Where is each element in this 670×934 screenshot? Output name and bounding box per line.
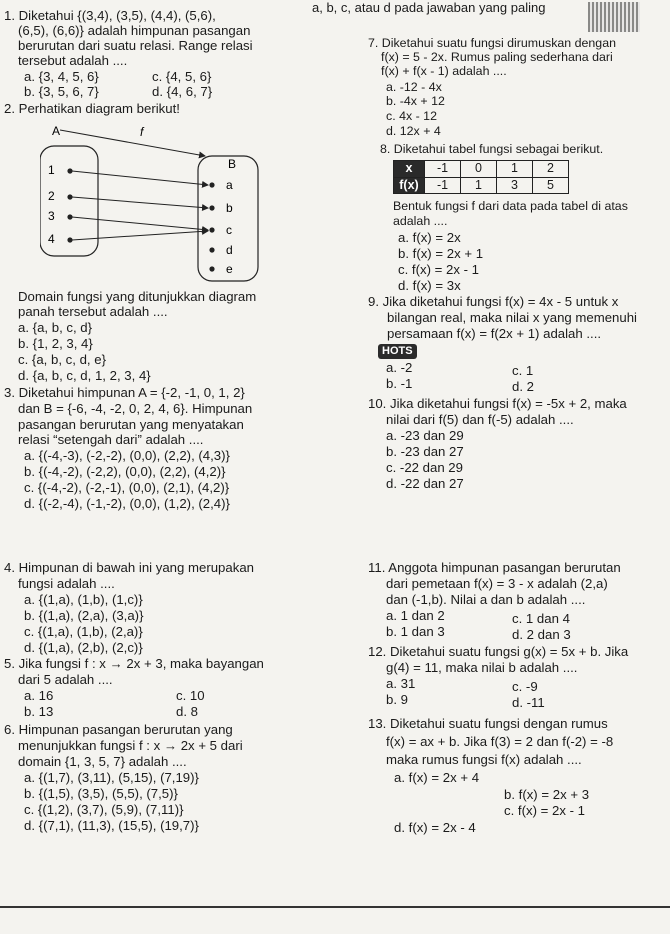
q7-stem-1: 7. Diketahui suatu fungsi dirumuskan dengan [368, 36, 616, 50]
q4-option-a[interactable]: a. {(1,a), (1,b), (1,c)} [24, 592, 143, 607]
q1-stem-3: berurutan dari suatu relasi. Range relasi [18, 38, 253, 53]
q6-option-b[interactable]: b. {(1,5), (3,5), (5,5), (7,5)} [24, 786, 178, 801]
q7-option-a[interactable]: a. -12 - 4x [386, 80, 442, 94]
q2-option-b[interactable]: b. {1, 2, 3, 4} [18, 336, 93, 351]
q4-option-d[interactable]: d. {(1,a), (2,b), (2,c)} [24, 640, 143, 655]
q8-after-2: adalah .... [393, 214, 448, 228]
q5-option-d[interactable]: d. 8 [176, 704, 198, 719]
q12-stem-2: g(4) = 11, maka nilai b adalah .... [386, 660, 578, 675]
q5-stem-1: 5. Jika fungsi f : x → 2x + 3, maka bayangan [4, 656, 264, 671]
q10-option-c[interactable]: c. -22 dan 29 [386, 460, 463, 475]
q6-option-a[interactable]: a. {(1,7), (3,11), (5,15), (7,19)} [24, 770, 199, 785]
q11-option-d[interactable]: d. 2 dan 3 [512, 627, 571, 642]
q13-option-a[interactable]: a. f(x) = 2x + 4 [394, 770, 480, 785]
q5-option-b[interactable]: b. 13 [24, 704, 54, 719]
q13-stem-3: maka rumus fungsi f(x) adalah .... [386, 752, 582, 767]
q1-stem-1: 1. Diketahui {(3,4), (3,5), (4,4), (5,6), [4, 8, 216, 23]
q11-option-c[interactable]: c. 1 dan 4 [512, 611, 570, 626]
q3-option-c[interactable]: c. {(-4,-2), (-2,-1), (0,0), (2,1), (4,2)} [24, 480, 230, 495]
q8-option-c[interactable]: c. f(x) = 2x - 1 [398, 262, 479, 277]
table-x-cell: 2 [533, 161, 569, 178]
q2-option-d[interactable]: d. {a, b, c, d, 1, 2, 3, 4} [18, 368, 151, 383]
q4-option-b[interactable]: b. {(1,a), (2,a), (3,a)} [24, 608, 144, 623]
q11-option-b[interactable]: b. 1 dan 3 [386, 624, 445, 639]
q10-option-a[interactable]: a. -23 dan 29 [386, 428, 464, 443]
table-x-cell: 0 [461, 161, 497, 178]
q2-option-c[interactable]: c. {a, b, c, d, e} [18, 352, 106, 367]
q9-stem-3: persamaan f(x) = f(2x + 1) adalah .... [387, 326, 602, 341]
right-item-c: c [226, 223, 232, 237]
q5-option-c[interactable]: c. 10 [176, 688, 205, 703]
q8-after-1: Bentuk fungsi f dari data pada tabel di atas [393, 199, 628, 213]
arrow-diagram [40, 118, 300, 288]
q3-stem-1: 3. Diketahui himpunan A = {-2, -1, 0, 1, 2} [4, 385, 245, 400]
q6-stem-1: 6. Himpunan pasangan berurutan yang [4, 722, 233, 737]
q6-option-d[interactable]: d. {(7,1), (11,3), (15,5), (19,7)} [24, 818, 199, 833]
hots-badge: HOTS [378, 344, 417, 359]
q2-option-a[interactable]: a. {a, b, c, d} [18, 320, 93, 335]
q4-option-c[interactable]: c. {(1,a), (1,b), (2,a)} [24, 624, 143, 639]
q1-option-b[interactable]: b. {3, 5, 6, 7} [24, 84, 99, 99]
q6-option-c[interactable]: c. {(1,2), (3,7), (5,9), (7,11)} [24, 802, 184, 817]
table-fx-cell: -1 [425, 177, 461, 194]
q11-stem-1: 11. Anggota himpunan pasangan berurutan [368, 560, 621, 575]
q11-stem-3: dan (-1,b). Nilai a dan b adalah .... [386, 592, 586, 607]
q9-option-b[interactable]: b. -1 [386, 376, 413, 391]
q7-option-b[interactable]: b. -4x + 12 [386, 94, 445, 108]
q13-option-c[interactable]: c. f(x) = 2x - 1 [504, 803, 585, 818]
q10-stem-1: 10. Jika diketahui fungsi f(x) = -5x + 2, maka [368, 396, 627, 411]
q8-option-a[interactable]: a. f(x) = 2x [398, 230, 461, 245]
q1-option-c[interactable]: c. {4, 5, 6} [152, 69, 212, 84]
q12-option-d[interactable]: d. -11 [512, 695, 545, 710]
right-item-b: b [226, 201, 233, 215]
q10-option-d[interactable]: d. -22 dan 27 [386, 476, 464, 491]
q3-option-b[interactable]: b. {(-4,-2), (-2,2), (0,0), (2,2), (4,2)} [24, 464, 226, 479]
q1-option-a[interactable]: a. {3, 4, 5, 6} [24, 69, 99, 84]
diagram-label-a: A [52, 124, 61, 138]
q7-stem-3: f(x) + f(x - 1) adalah .... [381, 64, 507, 78]
q1-stem-4: tersebut adalah .... [18, 53, 128, 68]
table-fx-cell: 5 [533, 177, 569, 194]
diagram-arrow-label: f [140, 125, 144, 139]
left-item-3: 3 [48, 209, 55, 223]
function-table [393, 160, 569, 194]
q12-option-a[interactable]: a. 31 [386, 676, 416, 691]
q13-option-b[interactable]: b. f(x) = 2x + 3 [504, 787, 590, 802]
q9-stem-2: bilangan real, maka nilai x yang memenuhi [387, 310, 637, 325]
q7-stem-2: f(x) = 5 - 2x. Rumus paling sederhana dari [381, 50, 613, 64]
q7-option-c[interactable]: c. 4x - 12 [386, 109, 437, 123]
q1-option-d[interactable]: d. {4, 6, 7} [152, 84, 213, 99]
q10-stem-2: nilai dari f(5) dan f(-5) adalah .... [386, 412, 574, 427]
q9-option-d[interactable]: d. 2 [512, 379, 534, 394]
diagram-label-b: B [228, 157, 237, 171]
left-item-2: 2 [48, 189, 55, 203]
q11-option-a[interactable]: a. 1 dan 2 [386, 608, 445, 623]
table-fx-cell: 3 [497, 177, 533, 194]
q8-option-d[interactable]: d. f(x) = 3x [398, 278, 461, 293]
q13-option-d[interactable]: d. f(x) = 2x - 4 [394, 820, 476, 835]
q6-stem-3: domain {1, 3, 5, 7} adalah .... [18, 754, 187, 769]
left-item-1: 1 [48, 163, 55, 177]
q2-stem: 2. Perhatikan diagram berikut! [4, 101, 180, 116]
top-arrow [60, 130, 205, 156]
q9-option-c[interactable]: c. 1 [512, 363, 534, 378]
q3-option-d[interactable]: d. {(-2,-4), (-1,-2), (0,0), (1,2), (2,4)} [24, 496, 230, 511]
right-item-e: e [226, 262, 233, 276]
q3-option-a[interactable]: a. {(-4,-3), (-2,-2), (0,0), (2,2), (4,3)} [24, 448, 230, 463]
q13-stem-1: 13. Diketahui suatu fungsi dengan rumus [368, 716, 608, 731]
header-fragment: a, b, c, atau d pada jawaban yang paling [312, 0, 546, 15]
q8-stem: 8. Diketahui tabel fungsi sebagai berikut. [380, 142, 604, 156]
q7-option-d[interactable]: d. 12x + 4 [386, 124, 441, 138]
q5-option-a[interactable]: a. 16 [24, 688, 54, 703]
table-x-label: x [394, 161, 425, 178]
q1-stem-2: (6,5), (6,6)} adalah himpunan pasangan [18, 23, 251, 38]
table-fx-cell: 1 [461, 177, 497, 194]
q12-stem-1: 12. Diketahui suatu fungsi g(x) = 5x + b. Jika [368, 644, 629, 659]
q4-stem-2: fungsi adalah .... [18, 576, 115, 591]
q13-stem-2: f(x) = ax + b. Jika f(3) = 2 dan f(-2) = -8 [386, 734, 614, 749]
q12-option-c[interactable]: c. -9 [512, 679, 538, 694]
left-item-4: 4 [48, 232, 55, 246]
q5-stem-2: dari 5 adalah .... [18, 672, 113, 687]
q9-stem-1: 9. Jika diketahui fungsi f(x) = 4x - 5 untuk x [368, 294, 619, 309]
q3-stem-4: relasi “setengah dari” adalah .... [18, 432, 204, 447]
q3-stem-2: dan B = {-6, -4, -2, 0, 2, 4, 6}. Himpunan [18, 401, 253, 416]
table-x-cell: -1 [425, 161, 461, 178]
qr-code [588, 2, 640, 32]
q6-stem-2: menunjukkan fungsi f : x → 2x + 5 dari [18, 738, 243, 753]
q10-option-b[interactable]: b. -23 dan 27 [386, 444, 464, 459]
table-x-cell: 1 [497, 161, 533, 178]
table-fx-label: f(x) [394, 177, 425, 194]
q3-stem-3: pasangan berurutan yang menyatakan [18, 417, 244, 432]
right-item-a: a [226, 178, 233, 192]
q12-option-b[interactable]: b. 9 [386, 692, 408, 707]
q8-option-b[interactable]: b. f(x) = 2x + 1 [398, 246, 484, 261]
q2-after-2: panah tersebut adalah .... [18, 304, 168, 319]
q11-stem-2: dari pemetaan f(x) = 3 - x adalah (2,a) [386, 576, 608, 591]
q9-option-a[interactable]: a. -2 [386, 360, 413, 375]
right-item-d: d [226, 243, 233, 257]
q4-stem-1: 4. Himpunan di bawah ini yang merupakan [4, 560, 254, 575]
q2-after-1: Domain fungsi yang ditunjukkan diagram [18, 289, 257, 304]
bottom-rule [0, 906, 670, 908]
